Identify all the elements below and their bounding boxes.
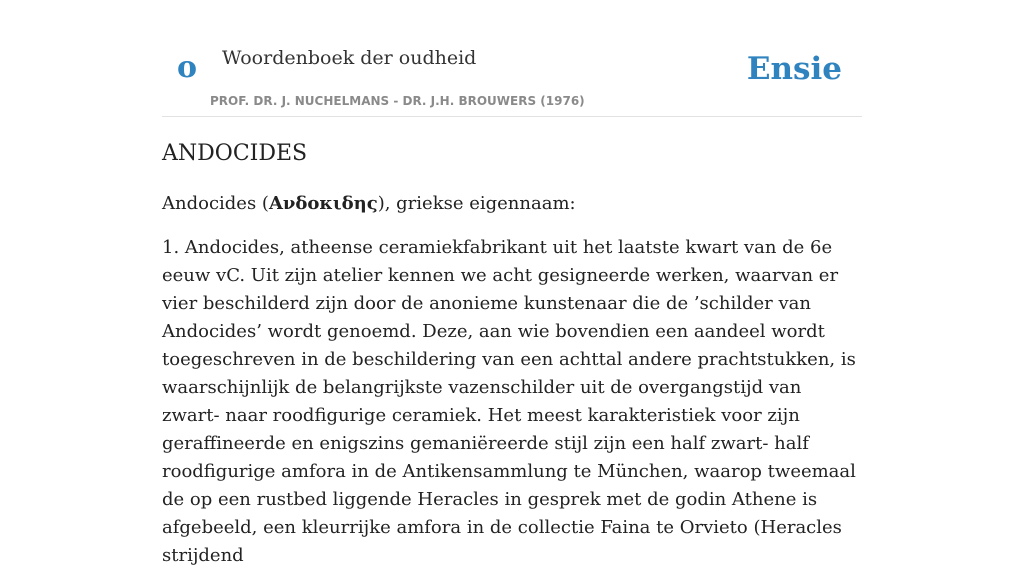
intro-text-after: ), griekse eigennaam: (377, 193, 576, 214)
ensie-logo[interactable]: Ensie (746, 51, 842, 87)
entry-title: ANDOCIDES (162, 141, 308, 166)
book-title-link[interactable]: Woordenboek der oudheid (222, 47, 477, 69)
entry-paragraph-1: 1. Andocides, atheense ceramiekfabrikant uit het laatste kwart van de 6e eeuw vC. Uit zijn atelier kennen we acht gesigneerde werken, waarvan er vier beschilderd zijn door de anonieme kunstenaar die de ’schilder van Andocides’ wordt genoemd. Deze, aan wie bovendien een aandeel wordt toegeschreven in de beschildering van een achttal andere prachtstukken, is waarschijnlijk de belangrijkste vazenschilder uit de overgangstijd van zwart- naar roodfigurige ceramiek. Het meest karakteristiek voor zijn geraffineerde en enigszins gemaniëreerde stijl zijn een half zwart- half roodfigurige amfora in de Antikensammlung te München, waarop tweemaal de op een rustbed liggende Heracles in gesprek met de godin Athene is afgebeeld, een kleurrijke amfora in de collectie Faina te Orvieto (Heracles strijdend (162, 237, 856, 566)
greek-name: Ανδοκιδης (268, 193, 378, 214)
entry-content (162, 136, 862, 586)
intro-text-before: Andocides ( (162, 193, 269, 214)
entry-intro (162, 190, 862, 218)
book-icon[interactable]: o (177, 50, 198, 85)
book-header (162, 0, 862, 117)
book-authors: PROF. DR. J. NUCHELMANS - DR. J.H. BROUWERS (1976) (210, 94, 585, 108)
